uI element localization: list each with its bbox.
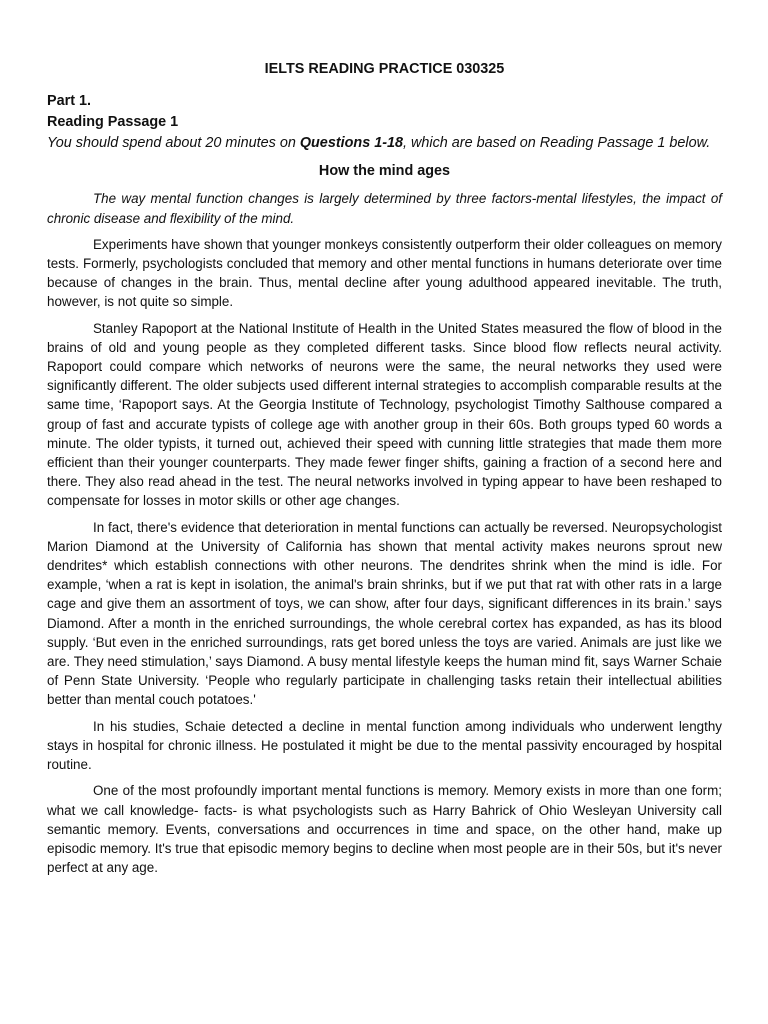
instructions-text-before: You should spend about 20 minutes on bbox=[47, 135, 300, 152]
body-paragraph: Experiments have shown that younger monkeys consistently outperform their older colleagues on memory tests. Formerly, psychologists concluded that memory and other mental functions in humans deteriorate over time because of changes in the brain. Thus, mental decline after young adulthood appeared inevitable. The truth, however, is not quite so simple. bbox=[47, 236, 722, 310]
instructions bbox=[47, 133, 722, 154]
body-paragraph: In his studies, Schaie detected a decline in mental function among individuals who underwent lengthy stays in hospital for chronic illness. He postulated it might be due to the mental passivity encouraged by hospital routine. bbox=[47, 718, 722, 773]
intro-paragraph: The way mental function changes is largely determined by three factors-mental lifestyles, the impact of chronic disease and flexibility of the mind. bbox=[47, 191, 722, 226]
body-paragraph: One of the most profoundly important mental functions is memory. Memory exists in more than one form; what we call knowledge- facts- is what psychologists such as Harry Bahrick of Ohio Wesleyan University call semantic memory. Events, conversations and occurrences in time and space, on the other hand, make up episodic memory. It's true that episodic memory begins to decline when most people are in their 50s, but it's never perfect at any age. bbox=[47, 783, 722, 876]
body-paragraph: Stanley Rapoport at the National Institute of Health in the United States measured the flow of blood in the brains of old and young people as they completed different tasks. Since blood flow reflects neural activity. Rapoport could compare which networks of neurons were the same, the neural networks they used were significantly different. The older subjects used different internal strategies to accomplish comparable results at the same time, ‘Rapoport says. At the Georgia Institute of Technology, psychologist Timothy Salthouse compared a group of fast and accurate typists of college age with another group in their 60s. Both groups typed 60 words a minute. The older typists, it turned out, achieved their speed with cunning little strategies that made them more efficient than their younger counterparts. They made fewer finger shifts, gaining a fraction of a second here and there. They also read ahead in the test. The neural networks involved in typing appear to have been reshaped to compensate for losses in motor skills or other age changes. bbox=[47, 320, 722, 509]
instructions-questions-range: Questions 1-18 bbox=[299, 135, 403, 152]
document-page bbox=[47, 60, 722, 884]
passage-label: Reading Passage 1 bbox=[47, 114, 179, 131]
document-title: IELTS READING PRACTICE 030325 bbox=[264, 61, 505, 77]
instructions-text-after: , which are based on Reading Passage 1 below. bbox=[403, 135, 711, 152]
part-label: Part 1. bbox=[47, 93, 91, 110]
body-paragraph: In fact, there's evidence that deterioration in mental functions can actually be reversed. Neuropsychologist Marion Diamond at the University of California has shown that mental activity makes neurons sprout new dendrites* which establish connections with other neurons. The dendrites shrink when the mind is idle. For example, ‘when a rat is kept in isolation, the animal's brain shrinks, but if we put that rat with other rats in a large cage and give them an assortment of toys, we can show, after four days, significant differences in its brain.’ says Diamond. After a month in the enriched surroundings, the whole cerebral cortex has expanded, as has its blood supply. ‘But even in the enriched surroundings, rats get bored unless the toys are varied. Animals are just like we are. They need stimulation,’ says Diamond. A busy mental lifestyle keeps the human mind fit, says Warner Schaie of Penn State University. ‘People who regularly participate in challenging tasks retain their intellectual abilities better than mental couch potatoes.' bbox=[47, 519, 722, 708]
passage-title: How the mind ages bbox=[318, 163, 451, 180]
